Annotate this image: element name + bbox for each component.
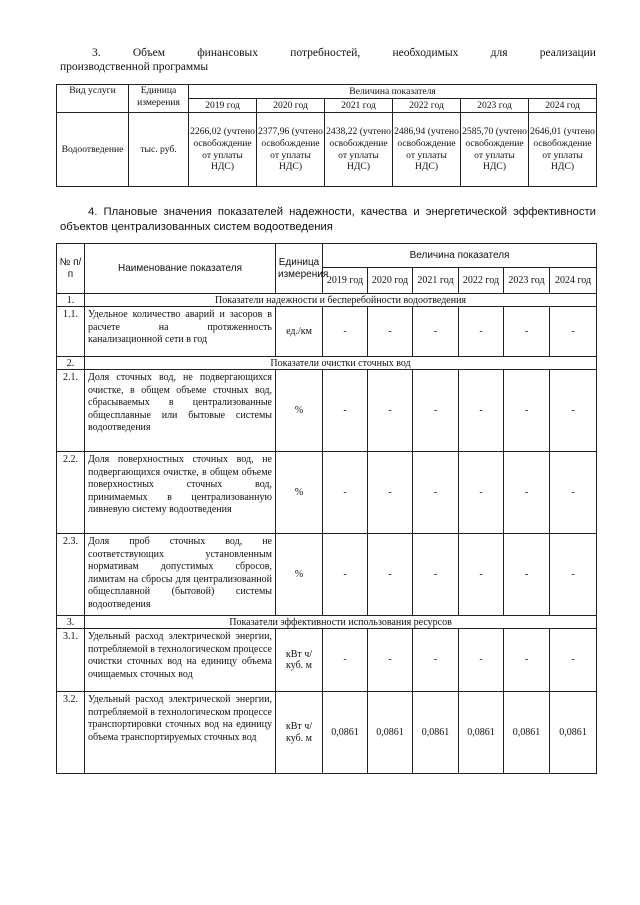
cell-value: 2486,94 (учтено освобождение от уплаты НДС) bbox=[393, 113, 461, 187]
header-year: 2019 год bbox=[189, 99, 257, 113]
financial-needs-table bbox=[56, 84, 597, 187]
row-num: 2. bbox=[57, 357, 85, 370]
indicator-value: - bbox=[323, 534, 368, 616]
section-row bbox=[57, 294, 597, 307]
indicator-value: - bbox=[550, 534, 597, 616]
header-year: 2023 год bbox=[504, 268, 550, 294]
indicator-value: - bbox=[323, 307, 368, 357]
heading-word: надежности, bbox=[289, 206, 355, 218]
table-row bbox=[57, 534, 597, 616]
indicator-unit: кВт ч/куб. м bbox=[276, 692, 323, 774]
cell-value: 2377,96 (учтено освобождение от уплаты НДС) bbox=[257, 113, 325, 187]
section-row bbox=[57, 616, 597, 629]
cell-unit: тыс. руб. bbox=[129, 113, 189, 187]
heading-word: и bbox=[413, 206, 420, 218]
indicator-unit: % bbox=[276, 370, 323, 452]
indicator-value: - bbox=[368, 370, 413, 452]
header-year: 2023 год bbox=[461, 99, 529, 113]
indicator-value: - bbox=[550, 370, 597, 452]
header-unit: Единица измерения bbox=[276, 244, 323, 294]
cell-service: Водоотведение bbox=[57, 113, 129, 187]
section-3-heading-line1 bbox=[60, 46, 596, 60]
cell-value: 2266,02 (учтено освобождение от уплаты НДС) bbox=[189, 113, 257, 187]
indicator-value: - bbox=[504, 452, 550, 534]
heading-word: энергетической bbox=[425, 206, 508, 218]
header-num: № п/п bbox=[57, 244, 85, 294]
indicator-value: - bbox=[459, 370, 504, 452]
heading-word: значения bbox=[163, 206, 212, 218]
heading-word: показателей bbox=[217, 206, 284, 218]
header-year: 2021 год bbox=[413, 268, 459, 294]
indicator-name: Удельный расход электрической энергии, потребляемой в технологическом процессе очистки сточных вод на единицу объема очищаемых сточных вод bbox=[85, 629, 276, 692]
row-num: 3. bbox=[57, 616, 85, 629]
table-row bbox=[57, 452, 597, 534]
heading-word: эффективности bbox=[513, 206, 596, 218]
indicator-value: - bbox=[504, 534, 550, 616]
indicator-value: - bbox=[368, 307, 413, 357]
section-3-heading bbox=[60, 46, 596, 74]
section-row bbox=[57, 357, 597, 370]
indicator-value: - bbox=[459, 534, 504, 616]
indicators-table bbox=[56, 243, 597, 774]
row-num: 3.2. bbox=[57, 692, 85, 774]
section-title: Показатели эффективности использования ресурсов bbox=[85, 616, 597, 629]
indicator-value: - bbox=[459, 307, 504, 357]
indicator-value: - bbox=[413, 452, 459, 534]
indicator-name: Доля поверхностных сточных вод, не подвергающихся очистке, в общем объеме поверхностных сточных вод, принимаемых в централизованную ливневую систему водоотведения bbox=[85, 452, 276, 534]
cell-value: 2438,22 (учтено освобождение от уплаты НДС) bbox=[325, 113, 393, 187]
header-year: 2021 год bbox=[325, 99, 393, 113]
indicator-value: - bbox=[368, 534, 413, 616]
header-year: 2024 год bbox=[550, 268, 597, 294]
row-num: 2.1. bbox=[57, 370, 85, 452]
indicator-value: - bbox=[459, 629, 504, 692]
header-service: Вид услуги bbox=[57, 85, 129, 113]
indicator-value: - bbox=[459, 452, 504, 534]
indicator-value: - bbox=[368, 452, 413, 534]
section-4-heading-line1 bbox=[60, 205, 596, 220]
indicator-value: - bbox=[413, 534, 459, 616]
indicator-value: 0,0861 bbox=[504, 692, 550, 774]
indicator-value: - bbox=[550, 629, 597, 692]
indicator-value: - bbox=[413, 629, 459, 692]
heading-word: 3. bbox=[92, 47, 101, 59]
table-row bbox=[57, 307, 597, 357]
heading-word: качества bbox=[360, 206, 408, 218]
indicator-unit: % bbox=[276, 534, 323, 616]
heading-word: потребностей, bbox=[290, 47, 361, 59]
header-unit: Единица измерения bbox=[129, 85, 189, 113]
cell-value: 2646,01 (учтено освобождение от уплаты НДС) bbox=[529, 113, 597, 187]
heading-word: реализации bbox=[539, 47, 596, 59]
indicator-value: 0,0861 bbox=[413, 692, 459, 774]
heading-word: для bbox=[490, 47, 508, 59]
row-num: 1.1. bbox=[57, 307, 85, 357]
heading-word: Плановые bbox=[103, 206, 158, 218]
table-row bbox=[57, 692, 597, 774]
header-year: 2024 год bbox=[529, 99, 597, 113]
indicator-unit: ед./км bbox=[276, 307, 323, 357]
section-3-heading-line2: производственной программы bbox=[60, 61, 209, 73]
indicator-value: - bbox=[323, 370, 368, 452]
header-year: 2022 год bbox=[459, 268, 504, 294]
row-num: 3.1. bbox=[57, 629, 85, 692]
indicator-name: Удельный расход электрической энергии, потребляемой в технологическом процессе транспортировки сточных вод на единицу объема транспортируемых сточных вод bbox=[85, 692, 276, 774]
table-row bbox=[57, 370, 597, 452]
indicator-value: - bbox=[504, 307, 550, 357]
header-year: 2019 год bbox=[323, 268, 368, 294]
section-title: Показатели очистки сточных вод bbox=[85, 357, 597, 370]
header-year: 2022 год bbox=[393, 99, 461, 113]
heading-word: Объем bbox=[132, 47, 166, 59]
header-year: 2020 год bbox=[257, 99, 325, 113]
indicator-value: - bbox=[368, 629, 413, 692]
indicator-value: - bbox=[550, 307, 597, 357]
heading-word: необходимых bbox=[392, 47, 459, 59]
heading-word: 4. bbox=[88, 206, 98, 218]
indicator-value: - bbox=[504, 370, 550, 452]
indicator-unit: кВт ч/куб. м bbox=[276, 629, 323, 692]
indicator-value: 0,0861 bbox=[368, 692, 413, 774]
row-num: 2.2. bbox=[57, 452, 85, 534]
header-name: Наименование показателя bbox=[85, 244, 276, 294]
indicator-value: - bbox=[504, 629, 550, 692]
table-row bbox=[57, 629, 597, 692]
indicator-value: 0,0861 bbox=[459, 692, 504, 774]
row-num: 2.3. bbox=[57, 534, 85, 616]
section-title: Показатели надежности и бесперебойности водоотведения bbox=[85, 294, 597, 307]
section-4-heading bbox=[60, 205, 596, 234]
indicator-value: 0,0861 bbox=[323, 692, 368, 774]
indicator-value: - bbox=[323, 452, 368, 534]
indicator-unit: % bbox=[276, 452, 323, 534]
header-year: 2020 год bbox=[368, 268, 413, 294]
indicator-value: - bbox=[550, 452, 597, 534]
indicator-name: Удельное количество аварий и засоров в расчете на протяженность канализационной сети в год bbox=[85, 307, 276, 357]
header-value: Величина показателя bbox=[323, 244, 597, 268]
indicator-value: - bbox=[413, 370, 459, 452]
heading-word: финансовых bbox=[197, 47, 259, 59]
section-4-heading-line2: объектов централизованных систем водоотведения bbox=[60, 220, 333, 233]
header-value: Величина показателя bbox=[189, 85, 597, 99]
indicator-value: 0,0861 bbox=[550, 692, 597, 774]
indicator-name: Доля проб сточных вод, не соответствующих установленным нормативам допустимых сбросов, лимитам на сбросы для централизованной общесплавной (бытовой) системы водоотведения bbox=[85, 534, 276, 616]
cell-value: 2585,70 (учтено освобождение от уплаты НДС) bbox=[461, 113, 529, 187]
row-num: 1. bbox=[57, 294, 85, 307]
indicator-value: - bbox=[413, 307, 459, 357]
indicator-name: Доля сточных вод, не подвергающихся очистке, в общем объеме сточных вод, сбрасываемых в централизованные общесплавные или бытовые системы водоотведения bbox=[85, 370, 276, 452]
indicator-value: - bbox=[323, 629, 368, 692]
